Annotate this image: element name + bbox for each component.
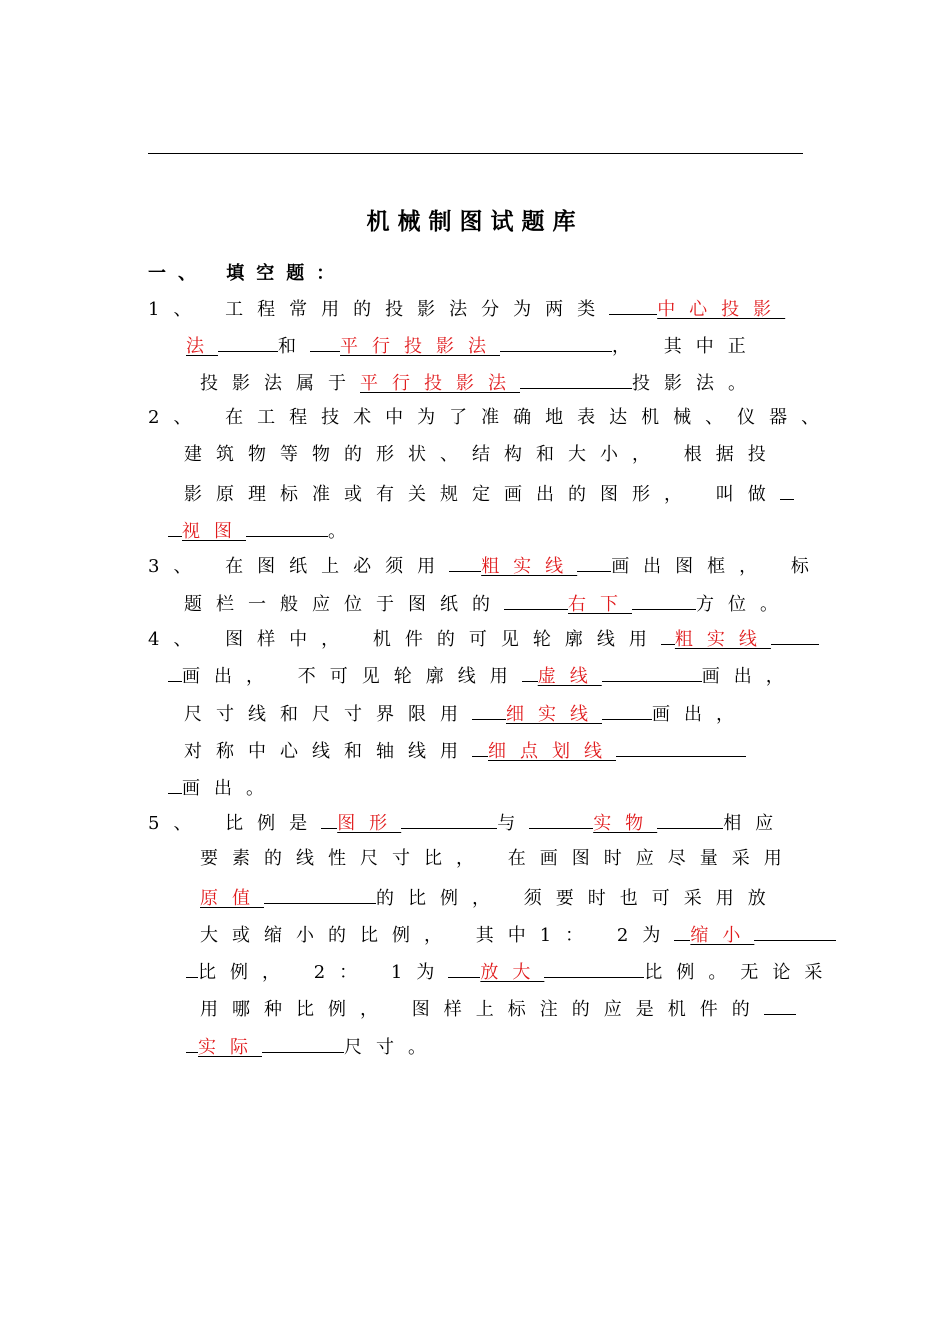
q4-blank-4a [472, 738, 488, 757]
q4-line-3 [184, 701, 748, 727]
q4-text-5: 画出， [652, 704, 748, 725]
q2-text-4: 。 [328, 521, 360, 542]
q4-line-1 [148, 626, 819, 652]
q1-blank-1 [218, 333, 278, 352]
q4-blank-1a [661, 626, 675, 645]
q4-answer-2: 虚线 [537, 666, 602, 687]
q3-line-1 [148, 553, 823, 579]
q5-line-5 [186, 959, 836, 985]
q5-text-1: 5、 比例是 [148, 813, 322, 834]
q3-line-2 [184, 591, 792, 617]
q3-text-2: 画出图框， 标 [611, 556, 823, 577]
q1-blank-3 [520, 370, 632, 389]
q2-text-3: 影原理标准或有关规定画出的图形， 叫做 [184, 484, 780, 505]
q2-answer-1: 视图 [182, 521, 246, 542]
q5-answer-5: 放大 [480, 962, 545, 983]
q5-line-6 [200, 996, 796, 1022]
q4-blank-3b [602, 701, 652, 720]
q5-blank-5b [544, 959, 644, 978]
q5-text-9: 尺寸。 [344, 1037, 440, 1058]
q4-blank-lead-5 [168, 775, 182, 794]
q5-text-6: 比例， 2： 1为 [198, 962, 449, 983]
q5-answer-3: 原值 [200, 888, 264, 909]
q3-answer-2: 右下 [568, 594, 632, 615]
q1-answer-3: 平行投影法 [360, 373, 520, 394]
q1-text-3: ， 其中正 [612, 336, 760, 357]
q1-text-1: 1、 工程常用的投影法分为两类 [148, 299, 610, 320]
q5-blank-3 [264, 885, 376, 904]
q1-answer-1a: 中心投影 [657, 299, 786, 320]
q4-blank-3a [472, 701, 506, 720]
q2-blank-1 [246, 518, 328, 537]
q3-text-1: 3、 在图纸上必须用 [148, 556, 450, 577]
q5-text-7: 比例。无论采 [644, 962, 837, 983]
q2-line-2: 建筑物等物的形状、结构和大小， 根据投 [184, 444, 780, 465]
page-title: 机械制图试题库 [366, 208, 584, 235]
q3-answer-1: 粗实线 [481, 556, 578, 577]
q5-blank-5a [448, 959, 480, 978]
q1-answer-1b: 法 [186, 336, 218, 357]
q3-text-4: 方位。 [696, 594, 792, 615]
q5-blank-7 [262, 1034, 344, 1053]
q5-line-7 [186, 1034, 440, 1060]
q5-blank-1a [321, 810, 337, 829]
q5-answer-2: 实物 [593, 813, 658, 834]
q3-blank-1a [449, 553, 481, 572]
q5-text-8: 用哪种比例， 图样上标注的应是机件的 [200, 999, 764, 1020]
q4-answer-1: 粗实线 [674, 629, 771, 650]
q4-text-3: 画出， [701, 666, 798, 687]
section-heading: 一、 填空题： [148, 263, 347, 284]
q2-line-3 [184, 481, 794, 507]
q4-text-6: 对称中心线和轴线用 [184, 741, 472, 762]
q5-blank-4b [754, 922, 836, 941]
header-rule [148, 153, 803, 154]
q5-blank-lead-7 [186, 1034, 198, 1053]
q5-line-2: 要素的线性尺寸比， 在画图时应尽量采用 [200, 848, 796, 869]
q4-answer-4: 细点划线 [488, 741, 616, 762]
q3-blank-2b [632, 591, 696, 610]
q5-answer-6: 实际 [198, 1037, 262, 1058]
q4-text-2: 画出， 不可见轮廓线用 [182, 666, 522, 687]
q2-blank-trail [780, 481, 794, 500]
q2-line-4 [168, 518, 360, 544]
q4-blank-2b [602, 663, 702, 682]
q4-text-1: 4、 图样中， 机件的可见轮廓线用 [148, 629, 661, 650]
q1-answer-2: 平行投影法 [340, 336, 500, 357]
q1-line-3 [200, 370, 760, 396]
q5-answer-1: 图形 [337, 813, 402, 834]
q4-answer-3: 细实线 [506, 704, 602, 725]
q5-blank-1b [401, 810, 497, 829]
q4-blank-2a [522, 663, 538, 682]
q1-text-2: 和 [278, 336, 310, 357]
q1-line-1 [148, 296, 785, 322]
q1-line-2 [186, 333, 760, 359]
q1-text-4: 投影法属于 [200, 373, 360, 394]
q5-blank-2b [657, 810, 723, 829]
q3-text-3: 题栏一般应位于图纸的 [184, 594, 504, 615]
q5-answer-4: 缩小 [690, 925, 755, 946]
q1-blank-lead [609, 296, 657, 315]
q4-text-7: 画出。 [182, 778, 278, 799]
q4-blank-4b [616, 738, 746, 757]
q2-line-1: 2、 在工程技术中为了准确地表达机械、仪器、 [148, 407, 834, 428]
q4-blank-1b [771, 626, 819, 645]
q4-blank-lead-2 [168, 663, 182, 682]
q5-blank-lead-5 [186, 959, 198, 978]
q1-blank-2a [310, 333, 340, 352]
q5-blank-4a [674, 922, 690, 941]
q4-text-4: 尺寸线和尺寸界限用 [184, 704, 472, 725]
q5-blank-2a [529, 810, 593, 829]
q5-line-1 [148, 810, 787, 836]
q1-blank-2b [500, 333, 612, 352]
q5-line-3 [200, 885, 780, 911]
q3-blank-1b [577, 553, 611, 572]
q2-blank-lead [168, 518, 182, 537]
q5-text-2: 与 [497, 813, 530, 834]
q1-text-5: 投影法。 [632, 373, 760, 394]
q5-text-3: 相应 [723, 813, 788, 834]
q4-line-2 [168, 663, 798, 689]
q3-blank-2a [504, 591, 568, 610]
q5-blank-6 [764, 996, 796, 1015]
q4-line-4 [184, 738, 746, 764]
q5-line-4 [200, 922, 836, 948]
q5-text-4: 的比例， 须要时也可采用放 [376, 888, 780, 909]
q4-line-5 [168, 775, 278, 801]
q5-text-5: 大或缩小的比例， 其中1： 2为 [200, 925, 675, 946]
